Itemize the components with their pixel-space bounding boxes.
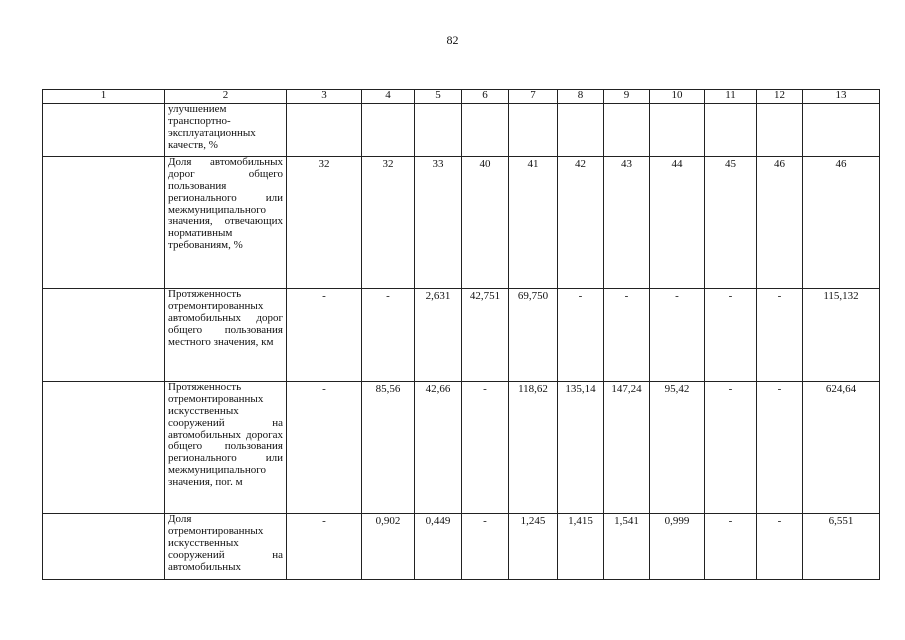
table-cell: 45 (705, 157, 757, 289)
table-cell: 42 (558, 157, 604, 289)
table-row (43, 104, 880, 157)
column-header: 4 (362, 90, 415, 104)
indicator-cell: Протяженность отремонтированных автомобильных дорог общего пользования местного значения, км (165, 289, 287, 382)
table-cell: 69,750 (509, 289, 558, 382)
table-cell: - (287, 382, 362, 514)
table-cell: - (462, 382, 509, 514)
table-cell: 2,631 (415, 289, 462, 382)
table-cell: - (362, 289, 415, 382)
table-cell: 46 (757, 157, 803, 289)
table-cell: 135,14 (558, 382, 604, 514)
page-number: 82 (446, 33, 459, 47)
table-row (43, 382, 880, 514)
table-cell: - (705, 514, 757, 580)
table-row (43, 289, 880, 382)
table-cell: 32 (287, 157, 362, 289)
table-cell (509, 104, 558, 157)
table-cell: 40 (462, 157, 509, 289)
table-cell: 0,902 (362, 514, 415, 580)
table-cell (462, 104, 509, 157)
table-cell: 85,56 (362, 382, 415, 514)
indicator-cell: Доля отремонтированных искусственных сооружений на автомобильных (165, 514, 287, 580)
column-header: 7 (509, 90, 558, 104)
column-header: 10 (650, 90, 705, 104)
table-cell (43, 289, 165, 382)
table-cell: - (604, 289, 650, 382)
table-cell: 115,132 (803, 289, 880, 382)
table-cell: 147,24 (604, 382, 650, 514)
table-cell (757, 104, 803, 157)
table-cell: 32 (362, 157, 415, 289)
table-cell: - (287, 289, 362, 382)
table-cell: 1,415 (558, 514, 604, 580)
table-cell: 42,66 (415, 382, 462, 514)
table-cell: 42,751 (462, 289, 509, 382)
table-cell: 95,42 (650, 382, 705, 514)
table-cell: - (757, 514, 803, 580)
table-header-row (43, 90, 880, 104)
table-cell: 118,62 (509, 382, 558, 514)
table-cell: - (287, 514, 362, 580)
table-cell (705, 104, 757, 157)
table-cell: 1,245 (509, 514, 558, 580)
column-header: 3 (287, 90, 362, 104)
table-cell (604, 104, 650, 157)
column-header: 11 (705, 90, 757, 104)
table-cell: 624,64 (803, 382, 880, 514)
table-cell (43, 157, 165, 289)
table-cell: 0,999 (650, 514, 705, 580)
table-cell: - (462, 514, 509, 580)
column-header: 5 (415, 90, 462, 104)
table-cell (362, 104, 415, 157)
table-cell: 41 (509, 157, 558, 289)
column-header: 1 (43, 90, 165, 104)
table-cell: - (705, 289, 757, 382)
table-cell: 0,449 (415, 514, 462, 580)
table-cell: 43 (604, 157, 650, 289)
indicator-cell: Доля автомобильных дорог общего пользования регионального или межмуниципального значения, отвечающих нормативным требованиям, % (165, 157, 287, 289)
column-header: 8 (558, 90, 604, 104)
table-cell (287, 104, 362, 157)
table-cell: - (558, 289, 604, 382)
table-cell: 33 (415, 157, 462, 289)
data-table (42, 89, 880, 580)
table-row (43, 157, 880, 289)
table-cell (43, 382, 165, 514)
table-row (43, 514, 880, 580)
table-cell: 44 (650, 157, 705, 289)
table-cell (43, 104, 165, 157)
table-cell: - (757, 382, 803, 514)
indicator-cell: улучшением транспортно-эксплуатационных качеств, % (165, 104, 287, 157)
indicator-cell: Протяженность отремонтированных искусственных сооружений на автомобильных дорогах общего пользования регионального или межмуниципального значения, пог. м (165, 382, 287, 514)
column-header: 13 (803, 90, 880, 104)
column-header: 12 (757, 90, 803, 104)
table-cell (803, 104, 880, 157)
table-cell: - (650, 289, 705, 382)
table-cell: - (705, 382, 757, 514)
table-cell: - (757, 289, 803, 382)
column-header: 2 (165, 90, 287, 104)
table-cell: 6,551 (803, 514, 880, 580)
column-header: 6 (462, 90, 509, 104)
table-cell (558, 104, 604, 157)
table-cell (650, 104, 705, 157)
table-cell: 1,541 (604, 514, 650, 580)
table-cell (415, 104, 462, 157)
column-header: 9 (604, 90, 650, 104)
table-cell (43, 514, 165, 580)
table-cell: 46 (803, 157, 880, 289)
